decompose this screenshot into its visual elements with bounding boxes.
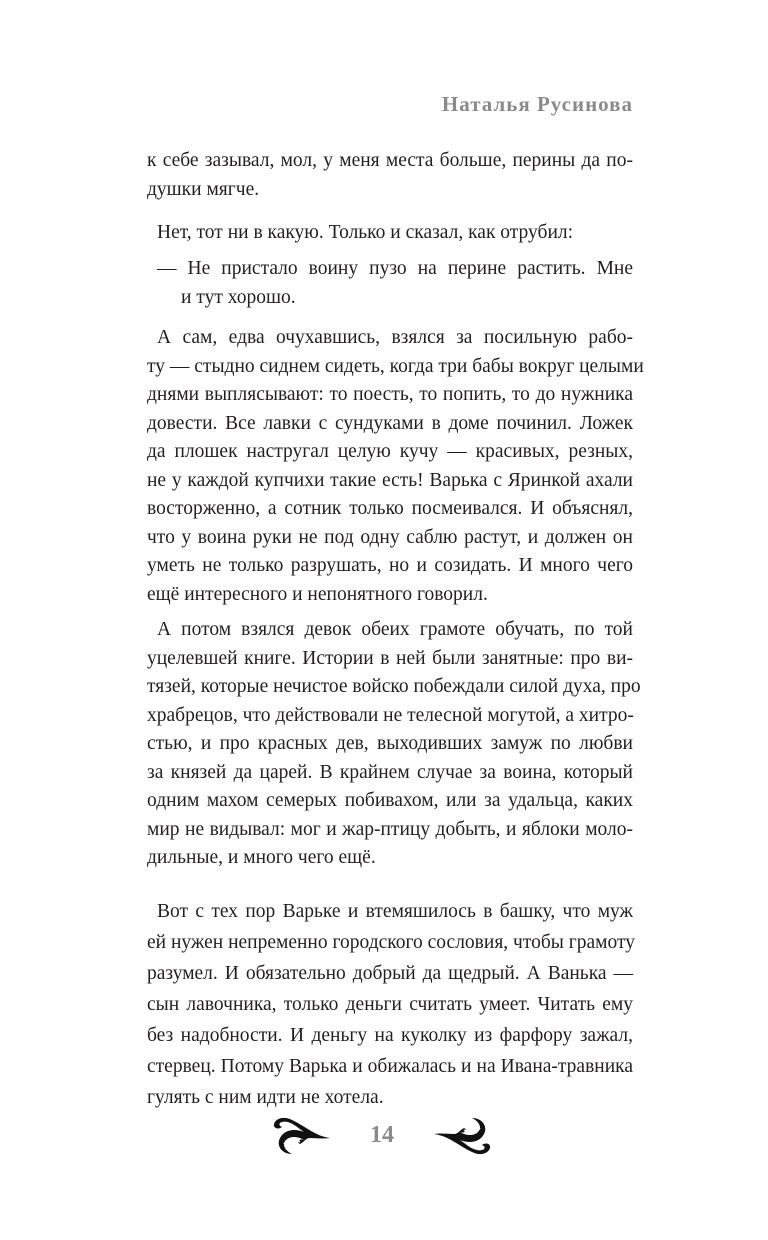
paragraph xyxy=(147,896,636,1113)
text-line: довести. Все лавки с сундуками в доме починил. Ложек xyxy=(147,412,633,434)
text-line: гулять с ним идти не хотела. xyxy=(147,1087,384,1108)
text-line: Нет, тот ни в какую. Только и сказал, как отрубил: xyxy=(157,222,574,243)
paragraph xyxy=(147,218,633,247)
text-line: да плошек настругал целую кучу — красивых, резных, xyxy=(147,441,633,462)
text-line: восторженно, а сотник только посмеивался. И объяснял, xyxy=(147,498,633,519)
text-line: А сам, едва очухавшись, взялся за посильную рабо- xyxy=(157,327,633,348)
text-line: храбрецов, что действовали не телесной могутой, а хитро- xyxy=(147,704,634,726)
paragraph xyxy=(147,616,641,873)
text-line: — Не пристало воину пузо на перине растить. Мне xyxy=(157,258,633,279)
text-line: мир не видывал: мог и жар-птицу добыть, и яблоки моло- xyxy=(147,818,633,840)
text-line: за князей да царей. В крайнем случае за воина, который xyxy=(147,761,633,783)
text-line: душки мягче. xyxy=(147,179,260,200)
page-number: 14 xyxy=(370,1122,394,1148)
text-line: сын лавочника, только деньги считать умеет. Читать ему xyxy=(147,994,633,1015)
text-line: Вот с тех пор Варьке и втемяшилось в башку, что муж xyxy=(157,901,633,922)
text-line: А потом взялся девок обеих грамоте обучать, по той xyxy=(157,619,633,640)
running-header-author: Наталья Русинова xyxy=(441,92,633,116)
text-line: уметь не только разрушать, но и созидать. И много чего xyxy=(147,555,633,576)
paragraph xyxy=(147,254,633,312)
text-line: к себе зазывал, мол, у меня места больше, перины да по- xyxy=(147,150,633,171)
text-line: что у воина руки не под одну саблю растут, и должен он xyxy=(147,526,633,548)
text-line: разумел. И обязательно добрый да щедрый. А Ванька — xyxy=(147,963,633,984)
text-line: и тут хорошо. xyxy=(181,287,296,308)
text-line: стью, и про красных дев, выходивших замуж по любви xyxy=(147,733,633,754)
text-line: тязей, которые нечистое войско побеждали силой духа, про xyxy=(147,676,641,697)
text-line: дильные, и много чего ещё. xyxy=(147,847,376,868)
text-line: ту — стыдно сиднем сидеть, когда три бабы вокруг целыми xyxy=(147,355,644,377)
text-line: ей нужен непременно городского сословия, чтобы грамоту xyxy=(147,932,636,953)
page-footer xyxy=(0,1114,768,1158)
text-line: уцелевшей книге. Истории в ней были занятные: про ви- xyxy=(147,647,633,669)
right-ornament-icon xyxy=(432,1114,494,1158)
text-line: стервец. Потому Варька и обижалась и на Ивана-травника xyxy=(147,1056,633,1077)
text-line: без надобности. И деньгу на куколку из фарфору зажал, xyxy=(147,1025,633,1046)
text-line: не у каждой купчихи такие есть! Варька с Яринкой ахали xyxy=(147,469,633,491)
text-line: ещё интересного и непонятного говорил. xyxy=(147,583,488,605)
paragraph xyxy=(147,324,644,609)
left-ornament-icon xyxy=(270,1114,332,1158)
paragraph xyxy=(147,146,633,204)
text-line: днями выплясывают: то поесть, то попить, то до нужника xyxy=(147,384,633,405)
text-line: одним махом семерых побивахом, или за удальца, каких xyxy=(147,790,633,811)
